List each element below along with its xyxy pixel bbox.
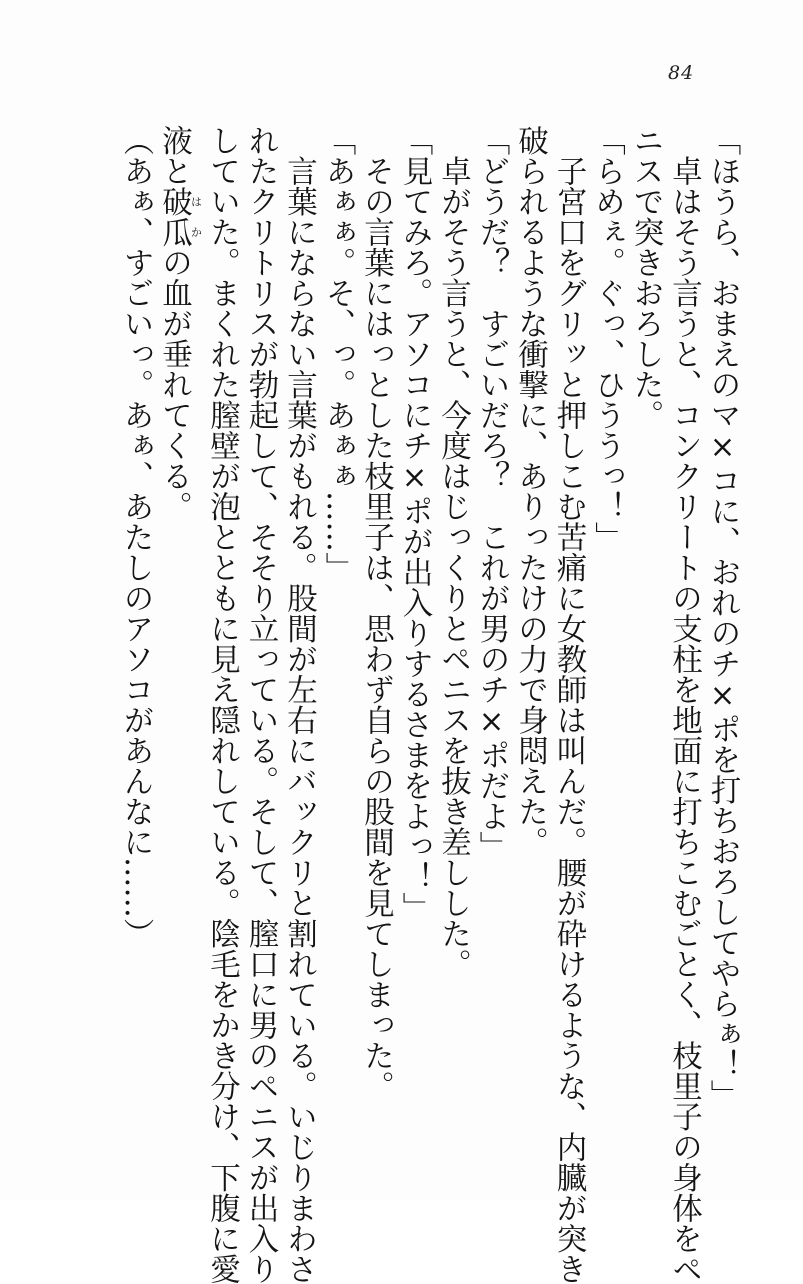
text-line: 子宮口をグリッと押しこむ苦痛に女教師は叫んだ。腰が砕けるような、内臓が突き <box>551 125 586 1284</box>
text-segment: の血が垂れてくる。 <box>156 247 192 522</box>
text-line: 破られるような衝撃に、ありったけの力で身悶えた。 <box>512 125 548 857</box>
text-line: 「どうだ？ すごいだろ？ これが男のチ×ポだよ」 <box>474 125 509 862</box>
text-line: ニスで突きおろした。 <box>628 125 663 430</box>
page-number: 84 <box>668 62 695 84</box>
ruby-annotation <box>156 216 203 248</box>
text-line: れたクリトリスが勃起して、そそり立っている。そして、膣口に男のペニスが出入り <box>243 125 278 1284</box>
text-line: 「見てみろ。アソコにチ×ポが出入りするさまをよっ！」 <box>397 125 432 923</box>
text-line: 卓がそう言うと、今度はじっくりとペニスを抜き差しした。 <box>435 125 471 979</box>
ruby-annotation <box>156 186 203 217</box>
text-segment: 液と <box>156 125 192 186</box>
text-line: 「らめぇ。ぐっ、ひううっ！」 <box>589 125 625 552</box>
text-line-with-ruby <box>154 125 202 1125</box>
vertical-text-body <box>116 125 742 1284</box>
text-line: していた。まくれた膣壁が泡とともに見え隠れしている。陰毛をかき分け、下腹に愛 <box>204 125 240 1284</box>
text-line: 「ほうら、おまえのマ×コに、おれのチ×ポを打ちおろしてやらぁ！」 <box>705 125 740 1110</box>
text-line: 卓はそう言うと、コンクリートの支柱を地面に打ちこむごとく、枝里子の身体をペ <box>666 125 702 1284</box>
text-line: 言葉にならない言葉がもれる。股間が左右にバックリと割れている。いじりまわさ <box>281 125 317 1284</box>
ruby-base: 破 <box>156 186 192 217</box>
text-line: その言葉にはっとした枝里子は、思わず自らの股間を見てしまった。 <box>358 125 394 1101</box>
ruby-reading: は <box>189 186 203 217</box>
text-line: （あぁ、すごいっ。あぁ、あたしのアソコがあんなに……） <box>118 125 153 949</box>
text-line: 「あぁぁ。そ、っ。あぁぁ……」 <box>320 125 355 583</box>
ruby-reading: か <box>189 216 203 247</box>
ruby-base: 瓜 <box>156 216 192 247</box>
